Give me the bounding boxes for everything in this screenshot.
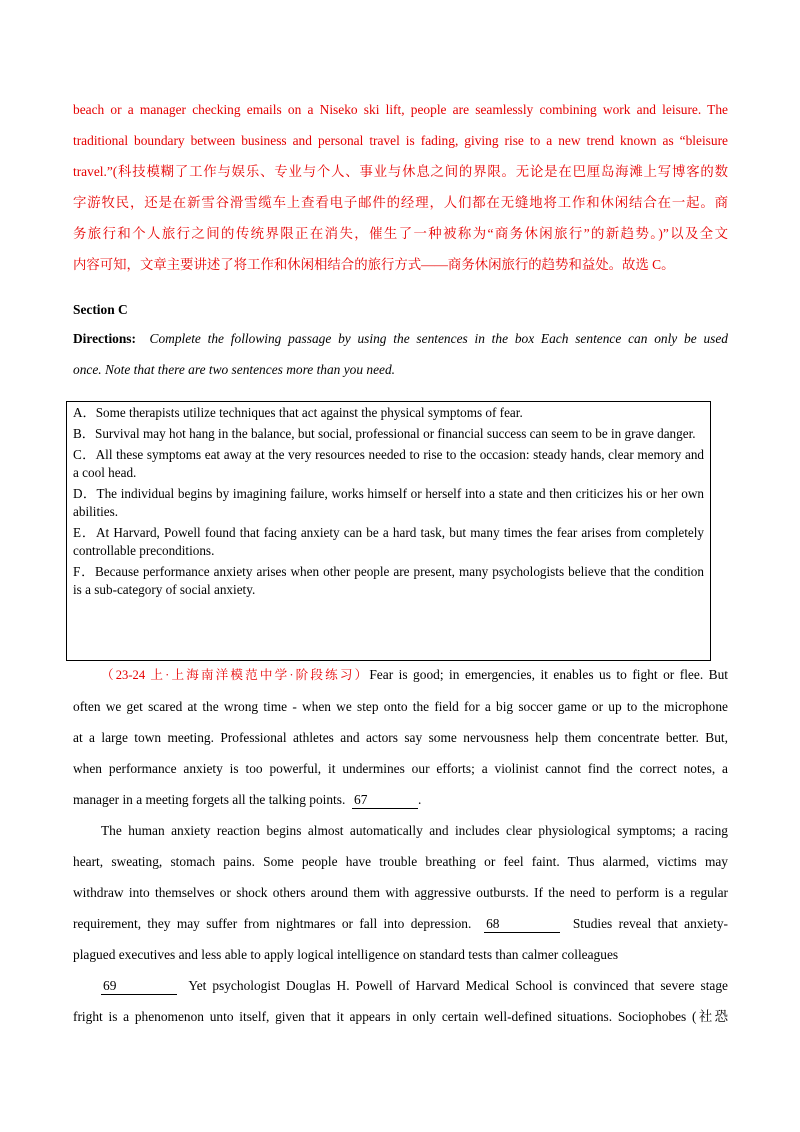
passage-line: （23-24 上·上海南洋模范中学·阶段练习）Fear is good; in emergencies, it enables us to fight or flee. But [101,667,728,682]
passage-line: heart, sweating, stomach pains. Some people have trouble breathing or feel faint. Thus alarmed, victims may [73,854,728,869]
section-title: Section C [73,302,128,317]
explanation-line: 字游牧民，还是在新雪谷滑雪缆车上查看电子邮件的经理，人们都在无缝地将工作和休闲结合在一起。商 [73,195,728,210]
option-text: Some therapists utilize techniques that act against the physical symptoms of fear. [95,405,523,420]
option-f [73,563,704,599]
option-text: At Harvard, Powell found that facing anxiety can be a hard task, but many times the fear arises from completely controllable preconditions. [73,525,704,558]
option-d [73,485,704,521]
passage-line: withdraw into themselves or shock others around them with aggressive outbursts. If the need to perform is a regular [73,885,728,900]
answer-blank-67[interactable]: 67 [352,792,418,809]
passage-line: The human anxiety reaction begins almost automatically and includes clear physiological symptoms; a racing [101,823,728,838]
option-text: All these symptoms eat away at the very resources needed to rise to the occasion: steady hands, clear memory and a cool head. [73,447,705,480]
passage-line: manager in a meeting forgets all the talking points. 67 . [73,792,422,807]
option-letter: A． [73,405,96,420]
explanation-text [73,94,728,280]
directions [73,323,728,385]
answer-blank-68[interactable]: 68 [484,916,560,933]
option-text: Because performance anxiety arises when other people are present, many psychologists believe that the condition is a sub-category of social anxiety. [73,564,704,597]
answer-explanation [73,94,728,385]
option-letter: E． [73,525,96,540]
option-letter: C． [73,447,96,462]
passage-line: at a large town meeting. Professional athletes and actors say some nervousness help them concentrate better. But, [73,730,728,745]
passage-line: 69 Yet psychologist Douglas H. Powell of Harvard Medical School is convinced that severe stage [103,978,728,993]
directions-line: once. Note that there are two sentences more than you need. [73,362,396,377]
option-text: Survival may hot hang in the balance, but social, professional or financial success can seem to be in grave danger. [94,426,696,441]
passage-line: when performance anxiety is too powerful, it undermines our efforts; a violinist cannot find the correct notes, a [73,761,728,776]
option-text: The individual begins by imagining failure, works himself or herself into a state and then criticizes his or her own abilities. [73,486,704,519]
explanation-line: 务旅行和个人旅行之间的传统界限正在消失，催生了一种被称为“商务休闲旅行”的新趋势。)”以及全文 [73,226,728,241]
paragraph-1 [73,659,728,815]
explanation-line: beach or a manager checking emails on a Niseko ski lift, people are seamlessly combining work and leisure. The [73,102,728,117]
option-e [73,524,704,560]
option-letter: F． [73,564,95,579]
passage-line: fright is a phenomenon unto itself, given that it appears in only certain well-defined situations. Sociophobes (社恐 [73,1009,728,1024]
directions-body: Complete the following passage by using the sentences in the box Each sentence can only be used [149,331,728,346]
passage-line: plagued executives and less able to apply logical intelligence on standard tests than calmer colleagues [73,947,619,962]
answer-blank-69[interactable]: 69 [101,978,177,995]
source-label: （23-24 上·上海南洋模范中学·阶段练习） [101,668,370,682]
directions-line [73,323,728,354]
option-b [73,425,704,443]
option-c [73,446,704,482]
explanation-line: 内容可知，文章主要讲述了将工作和休闲相结合的旅行方式——商务休闲旅行的趋势和益处。故选 C。 [73,257,675,272]
passage-line: requirement, they may suffer from nightmares or fall into depression. 68 Studies reveal that anxiety- [73,916,728,931]
option-letter: B． [73,426,95,441]
paragraph-2 [73,815,728,970]
reading-passage [73,659,728,1032]
explanation-line: traditional boundary between business and personal travel is fading, giving rise to a new trend known as “bleisure [73,133,728,148]
passage-line: often we get scared at the wrong time - when we step onto the field for a big soccer game or up to the microphone [73,699,728,714]
directions-label: Directions: [73,331,136,346]
options-box [66,401,711,661]
option-letter: D． [73,486,97,501]
explanation-line: travel.”(科技模糊了工作与娱乐、专业与个人、事业与休息之间的界限。无论是在巴厘岛海滩上写博客的数 [73,164,728,179]
paragraph-3 [73,970,728,1032]
option-a [73,404,704,422]
